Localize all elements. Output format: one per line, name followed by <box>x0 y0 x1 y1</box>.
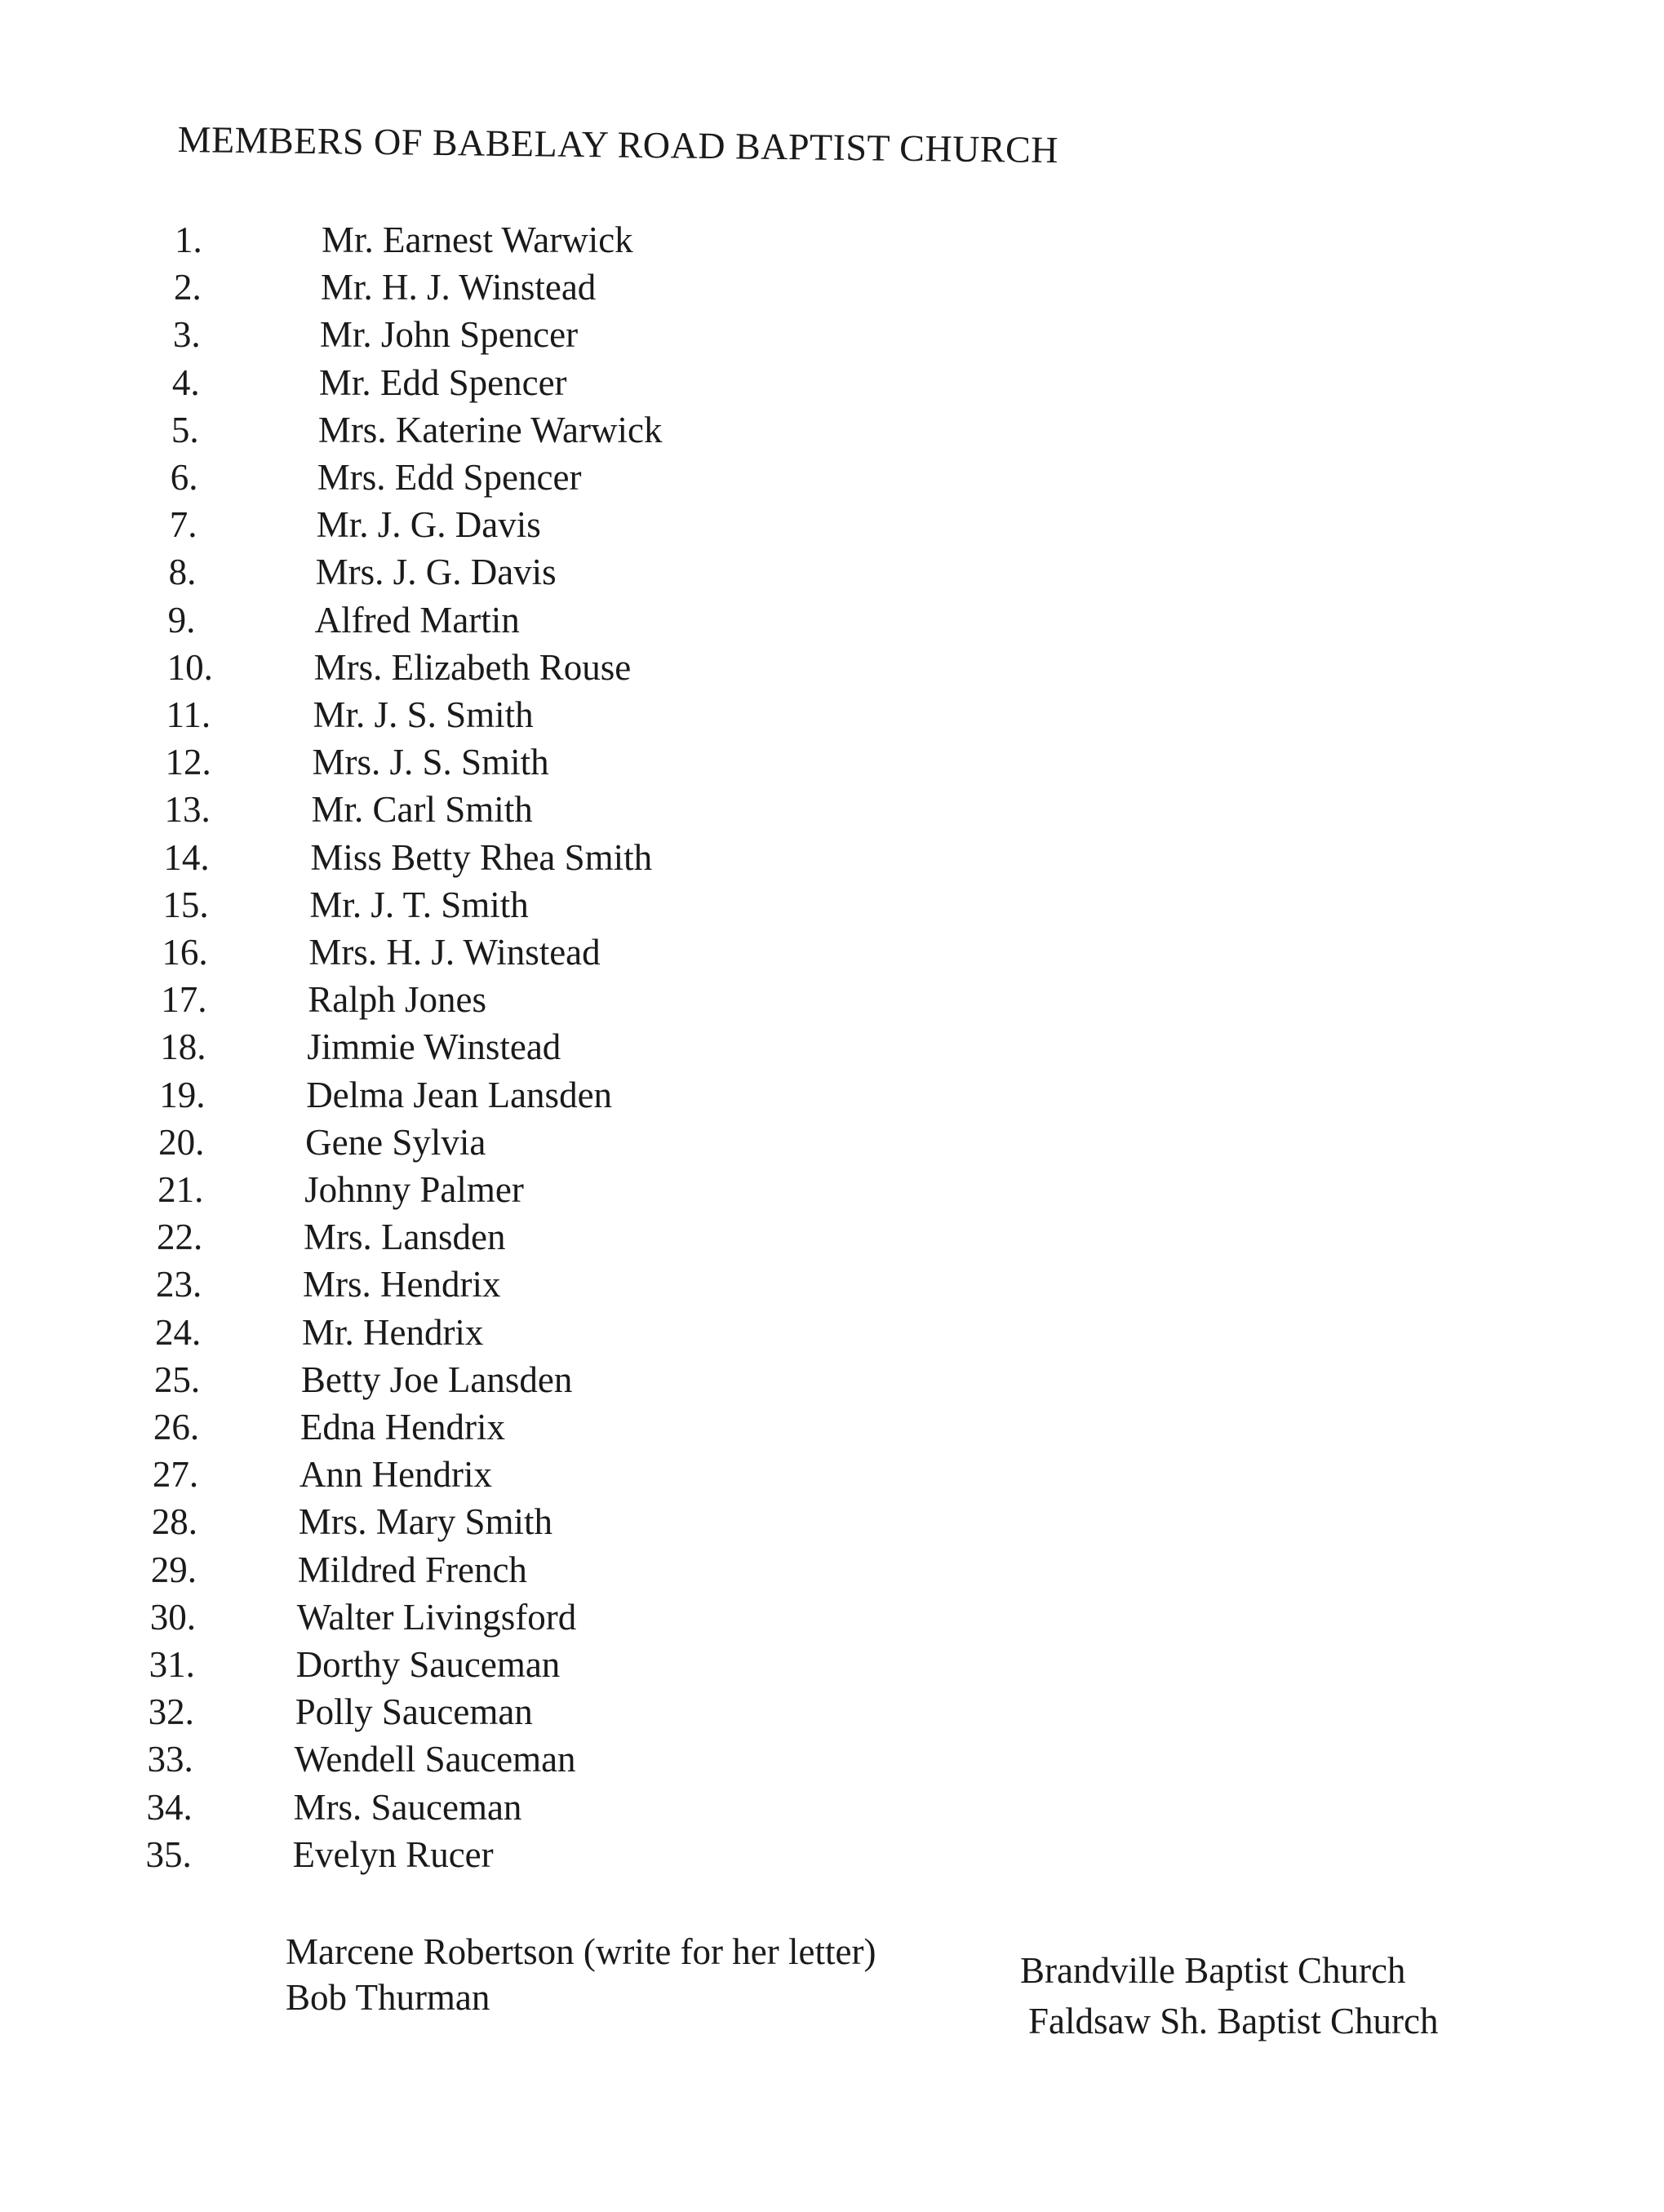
member-name: Mr. Carl Smith <box>311 789 533 831</box>
member-number: 32. <box>148 1691 194 1733</box>
member-name: Mrs. Mary Smith <box>298 1501 553 1543</box>
footer-right-notes <box>1020 1945 1439 2046</box>
member-name: Mrs. Elizabeth Rouse <box>313 646 632 688</box>
member-name: Miss Betty Rhea Smith <box>310 836 653 878</box>
member-name: Mr. J. G. Davis <box>316 504 541 546</box>
member-number: 22. <box>157 1217 203 1258</box>
member-name: Ralph Jones <box>308 979 487 1021</box>
member-number: 7. <box>169 504 197 546</box>
member-name: Mr. Hendrix <box>301 1311 484 1353</box>
footer-left-notes <box>286 1929 876 2020</box>
member-number: 3. <box>172 314 201 356</box>
page-title: MEMBERS OF BABELAY ROAD BAPTIST CHURCH <box>177 117 1059 171</box>
member-name: Mr. John Spencer <box>319 314 579 356</box>
member-name: Mrs. J. G. Davis <box>315 552 557 593</box>
member-number: 10. <box>166 646 213 688</box>
member-name: Ann Hendrix <box>299 1454 493 1496</box>
member-number: 31. <box>149 1644 195 1685</box>
member-name: Edna Hendrix <box>300 1407 506 1447</box>
member-name: Mr. J. T. Smith <box>309 884 529 925</box>
member-name: Mildred French <box>297 1549 527 1590</box>
member-number: 12. <box>165 742 211 783</box>
member-name: Mrs. Hendrix <box>303 1264 501 1305</box>
member-number: 15. <box>162 884 209 925</box>
member-number: 9. <box>167 599 196 641</box>
member-number: 35. <box>145 1833 192 1875</box>
member-name: Polly Sauceman <box>295 1691 533 1733</box>
member-number: 2. <box>173 267 202 308</box>
member-name: Mrs. J. S. Smith <box>312 742 549 783</box>
member-name: Mr. Edd Spencer <box>318 361 567 403</box>
member-number: 14. <box>163 836 210 878</box>
footer-right-line-2: Faldsaw Sh. Baptist Church <box>1028 2001 1439 2041</box>
member-number: 4. <box>171 361 200 403</box>
member-number: 26. <box>153 1407 200 1447</box>
member-number: 21. <box>158 1169 204 1210</box>
member-number: 34. <box>146 1786 193 1828</box>
member-number: 16. <box>162 932 208 973</box>
member-number: 13. <box>164 789 211 831</box>
member-name: Walter Livingsford <box>296 1596 577 1638</box>
member-name: Mrs. Katerine Warwick <box>317 409 663 450</box>
member-name: Mrs. Lansden <box>304 1217 506 1258</box>
member-number: 1. <box>175 219 202 260</box>
member-number: 29. <box>150 1549 197 1590</box>
member-name: Mrs. Sauceman <box>293 1786 522 1828</box>
member-name: Alfred Martin <box>314 599 520 641</box>
member-name: Mrs. H. J. Winstead <box>308 932 601 973</box>
member-name: Mr. H. J. Winstead <box>320 267 597 308</box>
member-name: Mrs. Edd Spencer <box>317 457 582 498</box>
footer-left-line-1: Marcene Robertson (write for her letter) <box>286 1931 876 1972</box>
member-name: Evelyn Rucer <box>292 1833 494 1875</box>
member-name: Delma Jean Lansden <box>306 1074 613 1115</box>
member-number: 24. <box>154 1311 202 1353</box>
member-number: 17. <box>161 979 207 1021</box>
member-name: Dorthy Sauceman <box>295 1644 561 1685</box>
member-number: 6. <box>170 457 198 498</box>
member-number: 11. <box>166 694 211 735</box>
member-number: 8. <box>168 552 197 593</box>
member-number: 28. <box>151 1501 198 1543</box>
member-name: Gene Sylvia <box>305 1121 486 1163</box>
footer-left-line-2: Bob Thurman <box>286 1977 490 2018</box>
member-number: 19. <box>159 1074 206 1115</box>
member-number: 33. <box>147 1739 193 1780</box>
member-number: 27. <box>152 1454 199 1496</box>
member-number: 20. <box>158 1121 205 1163</box>
member-number: 5. <box>171 409 199 450</box>
member-number: 25. <box>153 1359 201 1400</box>
member-number: 23. <box>156 1264 202 1305</box>
member-name: Betty Joe Lansden <box>300 1359 573 1400</box>
member-name: Johnny Palmer <box>304 1169 524 1210</box>
member-name: Wendell Sauceman <box>294 1739 576 1780</box>
member-name: Jimmie Winstead <box>307 1026 561 1068</box>
member-number: 30. <box>149 1596 196 1638</box>
member-name: Mr. J. S. Smith <box>313 694 534 735</box>
member-name: Mr. Earnest Warwick <box>322 219 633 260</box>
member-number: 18. <box>160 1026 206 1068</box>
footer-right-line-1: Brandville Baptist Church <box>1020 1950 1406 1991</box>
